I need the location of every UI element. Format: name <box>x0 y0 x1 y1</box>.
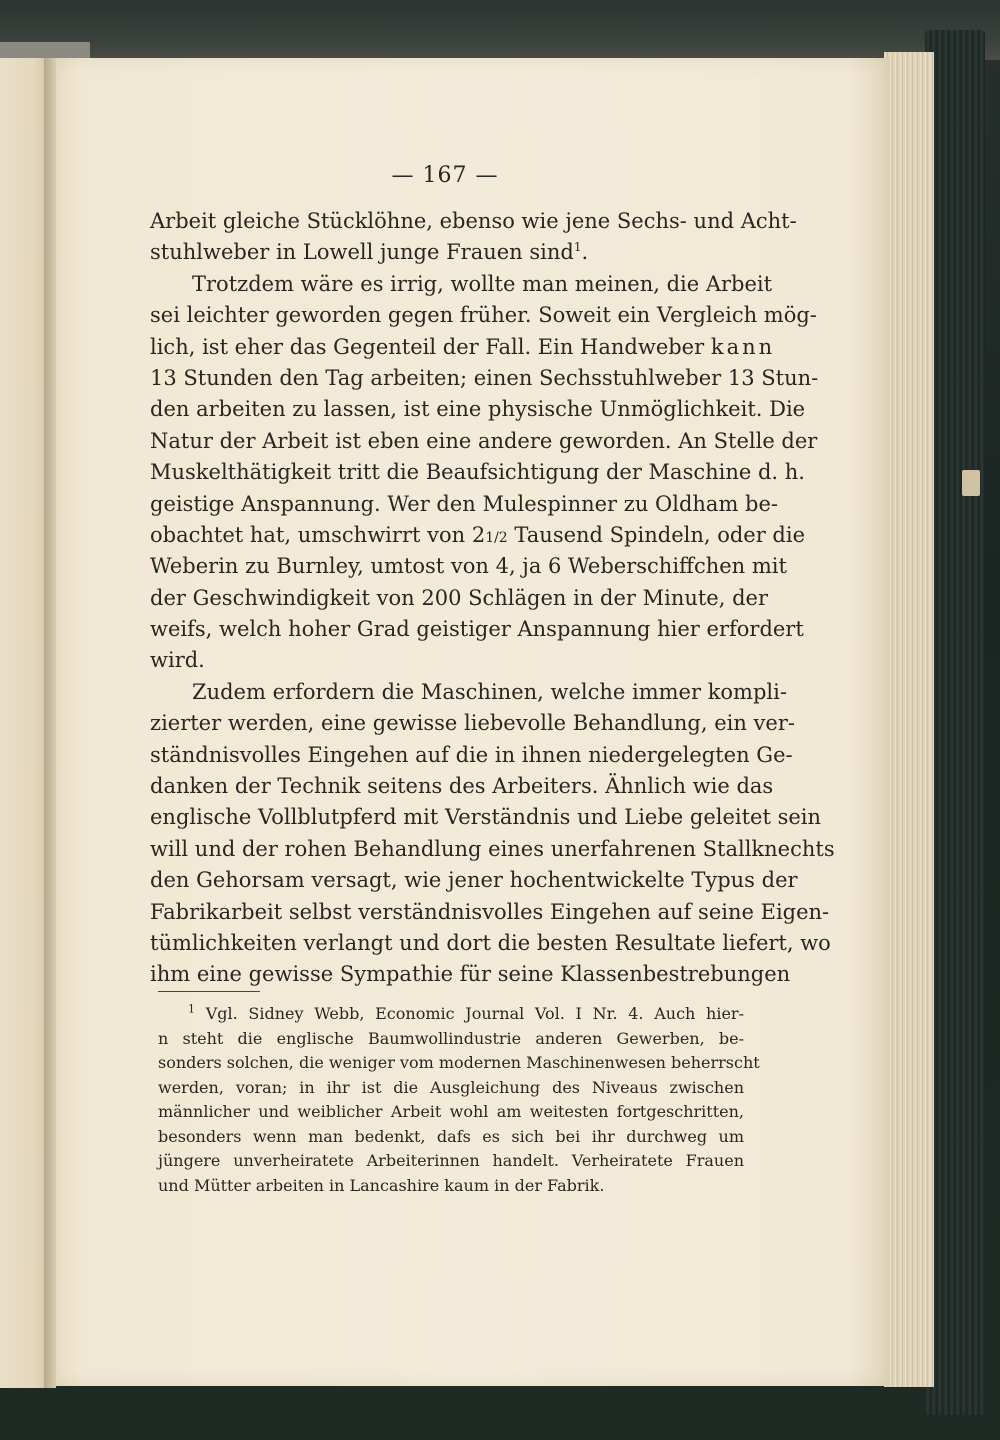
footnote-rule <box>158 991 260 992</box>
text-line: den arbeiten zu lassen, ist eine physische Unmöglichkeit. Die <box>150 397 806 422</box>
text-line: Fabrikarbeit selbst verständnisvolles Eingehen auf seine Eigen- <box>150 899 830 924</box>
text-line: ihm eine gewisse Sympathie für seine Klassenbestrebungen <box>150 962 791 987</box>
text-line: ständnisvolles Eingehen auf die in ihnen niedergelegten Ge- <box>150 742 793 767</box>
footnote-line: männlicher und weiblicher Arbeit wohl am weitesten fortgeschritten, <box>158 1102 744 1121</box>
footnote-reference: 1 <box>573 240 582 255</box>
book-cover-top <box>0 0 1000 60</box>
footnote-marker: 1 <box>188 1002 195 1016</box>
book-cover-spine-edge <box>925 30 985 1415</box>
footnote-line: $^1$ Vgl. Sidney Webb, Economic Journal Vol. I Nr. 4. Auch hier- <box>188 1002 744 1023</box>
text-line: lich, ist eher das Gegenteil der Fall. Ein Handweber kann <box>150 334 776 359</box>
text-line: weifs, welch hoher Grad geistiger Anspannung hier erfordert <box>150 617 804 642</box>
text-line: will und der rohen Behandlung eines unerfahrenen Stallknechts <box>150 836 835 861</box>
page-stack-edge <box>884 52 934 1387</box>
footnote <box>158 1002 760 1198</box>
text-line: englische Vollblutpferd mit Verständnis und Liebe geleitet sein <box>150 805 822 830</box>
text-line: Arbeit gleiche Stücklöhne, ebenso wie jene Sechs- und Acht- <box>150 209 797 233</box>
text-line: sei leichter geworden gegen früher. Soweit ein Vergleich mög- <box>150 303 817 328</box>
footnote-line: werden, voran; in ihr ist die Ausgleichung des Niveaus zwischen <box>158 1077 744 1097</box>
text-line: danken der Technik seitens des Arbeiters. Ähnlich wie das <box>150 774 774 799</box>
footnote-line: besonders wenn man bedenkt, dafs es sich bei ihr durchweg um <box>158 1126 744 1146</box>
text-line: der Geschwindigkeit von 200 Schlägen in der Minute, der <box>150 585 768 610</box>
text-line: zierter werden, eine gewisse liebevolle Behandlung, ein ver- <box>150 711 795 736</box>
text-line: stuhlweber in Lowell junge Frauen sind$^1$. <box>150 240 589 265</box>
text-line: wird. <box>150 648 205 673</box>
fraction: 1/2 <box>485 529 508 546</box>
emphasized-word: kann <box>710 334 776 359</box>
text-line: Weberin zu Burnley, umtost von 4, ja 6 Weberschiffchen mit <box>150 554 787 579</box>
footnote-line: n steht die englische Baumwollindustrie anderen Gewerben, be- <box>158 1028 744 1048</box>
text-line: obachtet hat, umschwirrt von 21/2 Tausend Spindeln, oder die <box>150 522 806 547</box>
paragraph-start-line: Zudem erfordern die Maschinen, welche immer kompli- <box>192 679 787 704</box>
book-gutter <box>44 58 56 1388</box>
footnote-line: und Mütter arbeiten in Lancashire kaum in der Fabrik. <box>158 1175 605 1195</box>
text-line: geistige Anspannung. Wer den Mulespinner zu Oldham be- <box>150 491 779 516</box>
footnote-line: jüngere unverheiratete Arbeiterinnen handelt. Verheiratete Frauen <box>158 1151 744 1170</box>
text-line: 13 Stunden den Tag arbeiten; einen Sechsstuhlweber 13 Stun- <box>150 365 819 390</box>
text-line: Natur der Arbeit ist eben eine andere geworden. An Stelle der <box>150 428 818 453</box>
page-tab <box>962 470 980 496</box>
body-text <box>150 206 835 991</box>
page-number: — 167 — <box>391 163 499 188</box>
text-line: tümlichkeiten verlangt und dort die besten Resultate liefert, wo <box>150 930 831 955</box>
text-line: Muskelthätigkeit tritt die Beaufsichtigung der Maschine d. h. <box>150 460 805 485</box>
left-page <box>0 58 50 1388</box>
paragraph-start-line: Trotzdem wäre es irrig, wollte man meinen, die Arbeit <box>192 271 773 296</box>
text-line: den Gehorsam versagt, wie jener hochentwickelte Typus der <box>150 868 798 893</box>
footnote-line: sonders solchen, die weniger vom modernen Maschinenwesen beherrscht <box>158 1053 760 1072</box>
